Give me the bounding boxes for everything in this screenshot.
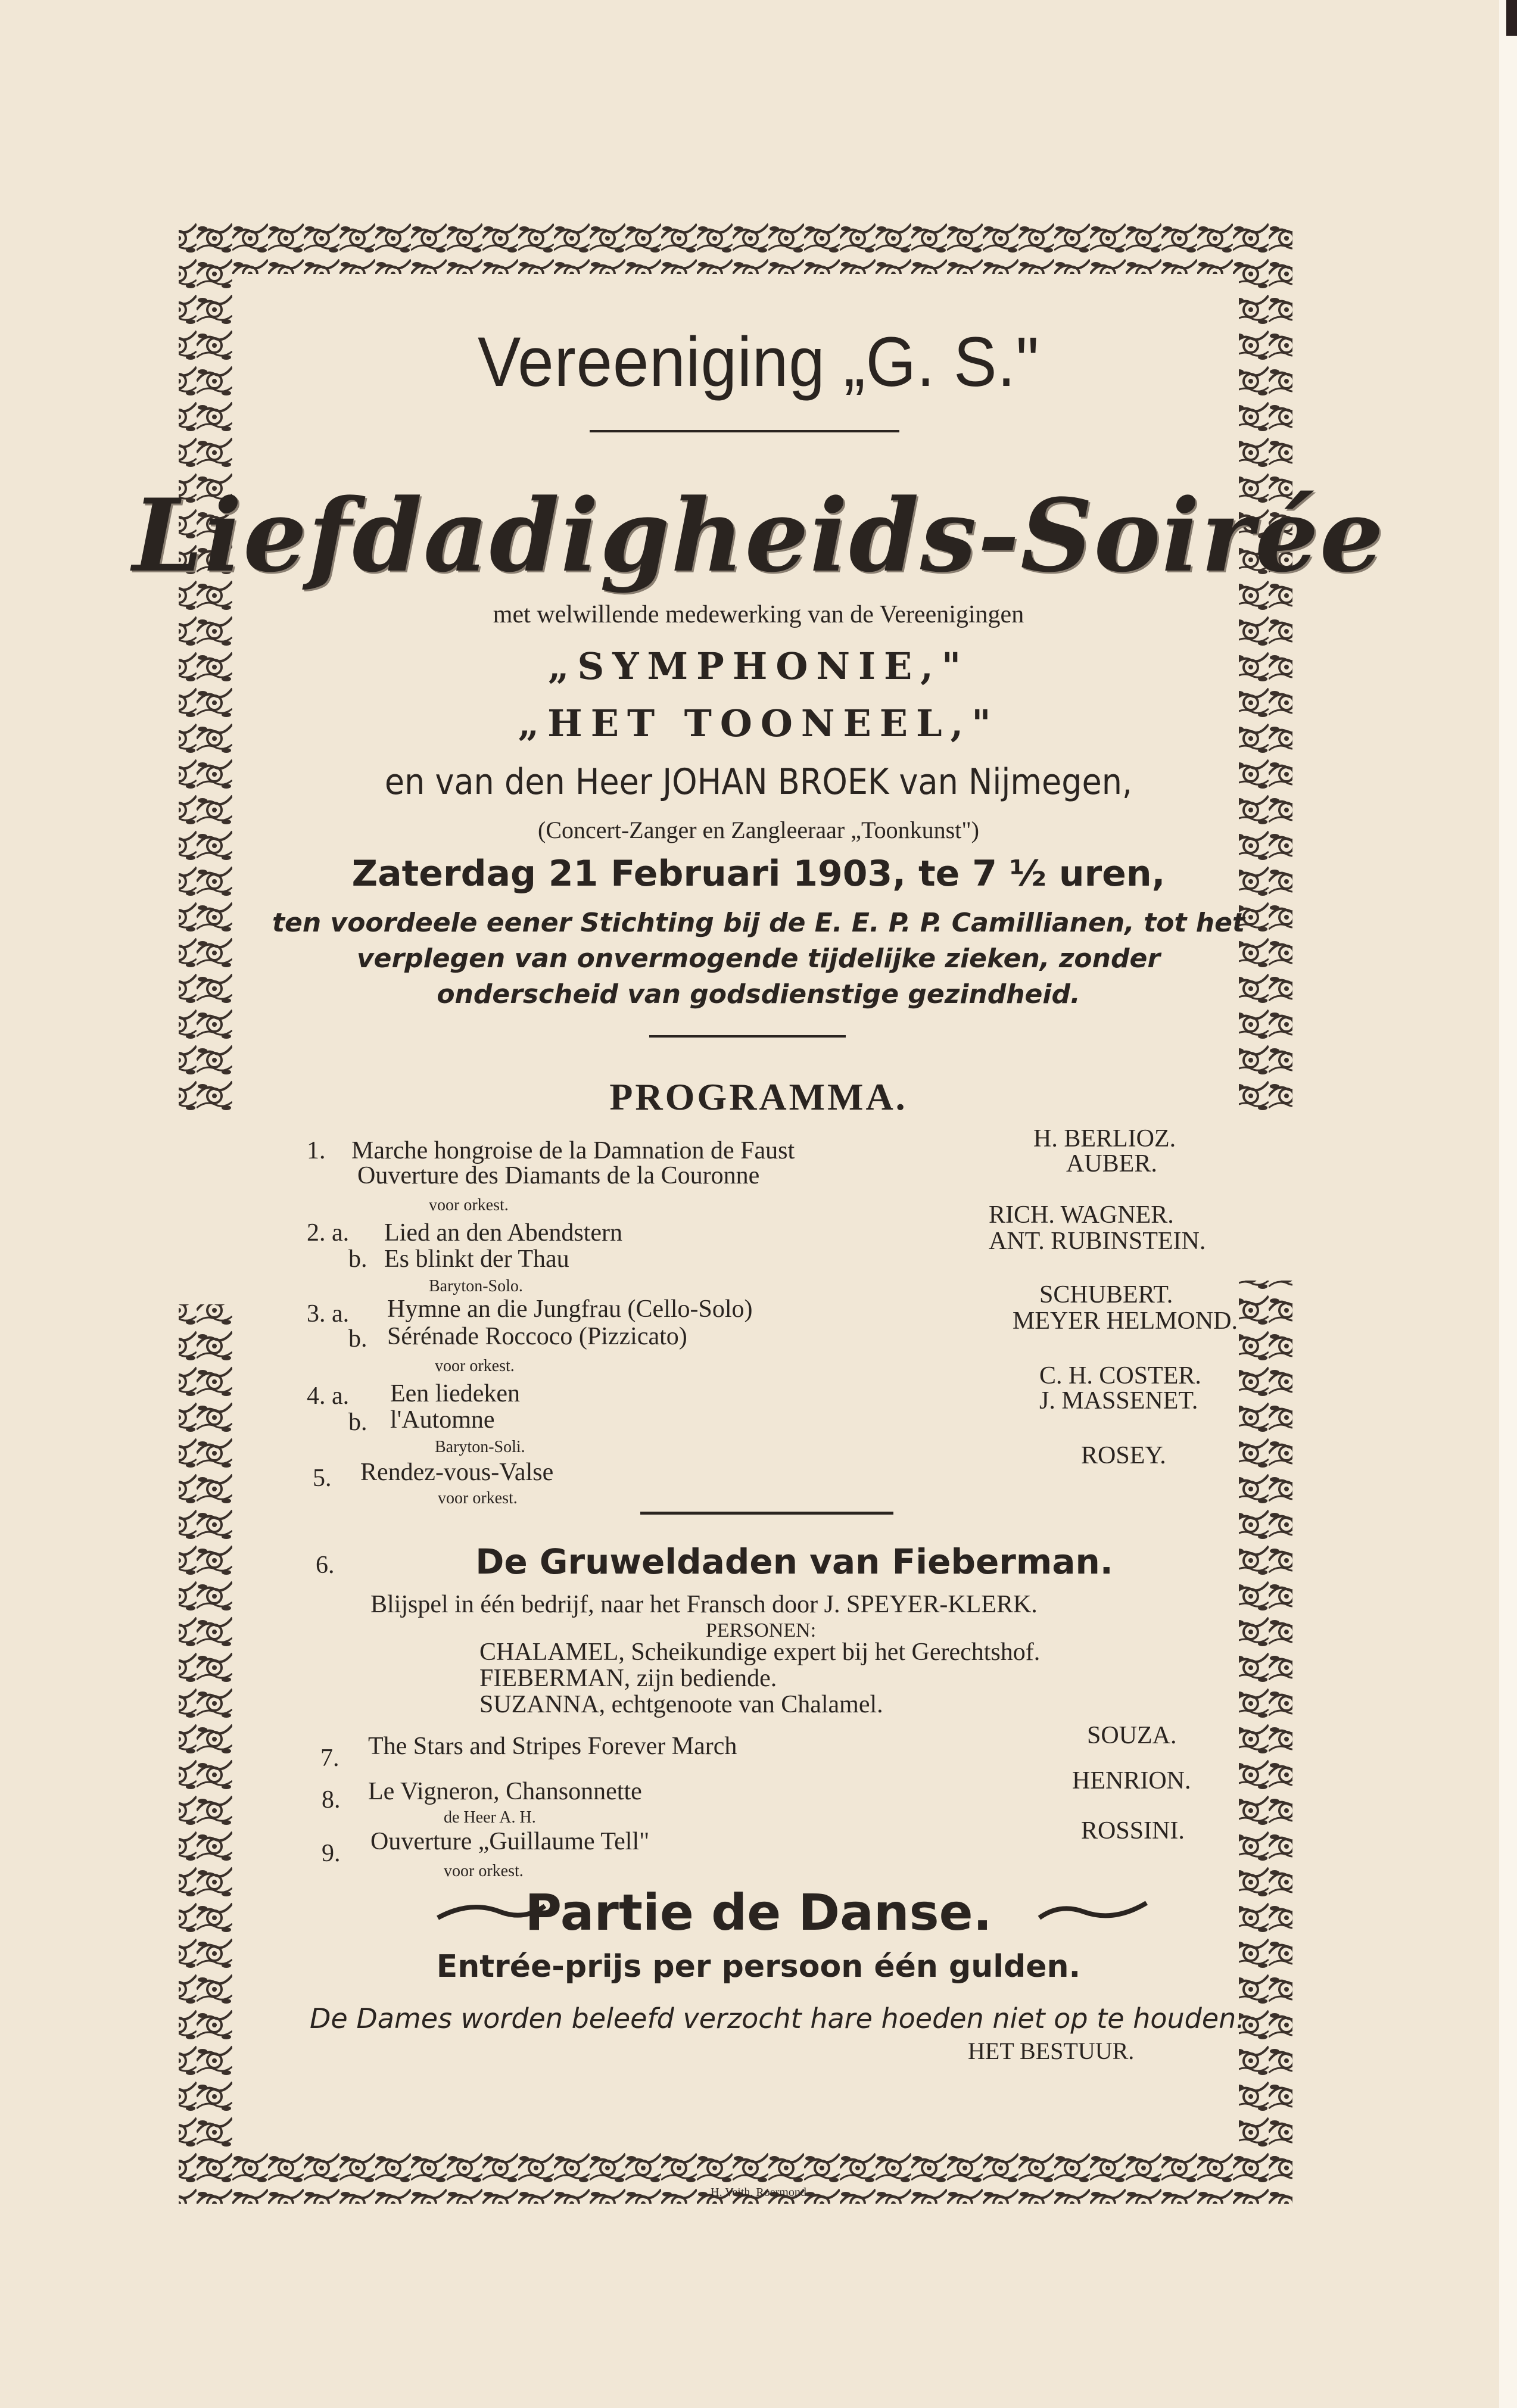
- guest-line: en van den Heer JOHAN BROEK van Nijmegen,: [384, 761, 1133, 803]
- item-7-line1: The Stars and Stripes Forever March: [368, 1733, 737, 1760]
- association-symphonie: „SYMPHONIE,": [547, 644, 970, 688]
- item-4-line2: l'Automne: [390, 1406, 495, 1434]
- item-2-line2: Es blinkt der Thau: [384, 1245, 569, 1273]
- item-4-sub: b.: [348, 1409, 367, 1436]
- item-3-composer-2: MEYER HELMOND.: [1013, 1307, 1238, 1335]
- scan-corner: [1506, 0, 1517, 36]
- item-4-note: Baryton-Soli.: [435, 1438, 525, 1456]
- purpose-text: [0, 905, 1517, 1013]
- item-6-role-3: SUZANNA, echtgenoote van Chalamel.: [479, 1691, 883, 1718]
- divider-programma: [640, 1512, 893, 1515]
- item-2-num: 2. a.: [307, 1219, 350, 1247]
- item-1-num: 1.: [307, 1137, 326, 1164]
- printer-credit: H. Veith, Roermond: [711, 2186, 806, 2199]
- item-1-line2: Ouverture des Diamants de la Couronne: [357, 1162, 760, 1189]
- item-7-composer: SOUZA.: [1087, 1722, 1177, 1749]
- event-title: Liefdadigheids-Soirée: [132, 476, 1385, 594]
- purpose-line-2: verplegen van onvermogende tijdelijke zieken, zonder: [356, 943, 1161, 974]
- item-6-role-2: FIEBERMAN, zijn bediende.: [479, 1665, 777, 1692]
- item-8-line1: Le Vigneron, Chansonnette: [368, 1778, 642, 1805]
- item-9-note: voor orkest.: [444, 1862, 524, 1880]
- item-4-num: 4. a.: [307, 1382, 350, 1410]
- entrance-fee: Entrée-prijs per persoon één gulden.: [436, 1949, 1081, 1985]
- association-tooneel: „HET TOONEEL,": [518, 702, 999, 745]
- item-2-line1: Lied an den Abendstern: [384, 1219, 623, 1247]
- programma-heading: PROGRAMMA.: [609, 1076, 908, 1118]
- item-2-sub: b.: [348, 1245, 367, 1273]
- item-3-sub: b.: [348, 1325, 367, 1353]
- item-6-desc: Blijspel in één bedrijf, naar het Fransch door J. SPEYER-KLERK.: [370, 1591, 1038, 1618]
- item-6-num: 6.: [316, 1552, 335, 1579]
- item-1-line1: Marche hongroise de la Damnation de Faust: [351, 1137, 795, 1164]
- item-5-note: voor orkest.: [438, 1489, 518, 1507]
- paper-edge: [1499, 0, 1517, 2408]
- event-date: Zaterdag 21 Februari 1903, te 7 ½ uren,: [351, 853, 1166, 895]
- item-1-composer-1: H. BERLIOZ.: [1033, 1125, 1176, 1152]
- purpose-line-3: onderscheid van godsdienstige gezindheid.: [437, 979, 1080, 1010]
- item-6-title: De Gruweldaden van Fieberman.: [475, 1541, 1113, 1582]
- item-6-role-1: CHALAMEL, Scheikundige expert bij het Gerechtshof.: [479, 1638, 1041, 1666]
- guest-role: (Concert-Zanger en Zangleeraar „Toonkunst"): [538, 817, 979, 843]
- item-4-composer-2: J. MASSENET.: [1039, 1387, 1198, 1415]
- item-3-line1: Hymne an die Jungfrau (Cello-Solo): [387, 1295, 753, 1323]
- item-3-composer-1: SCHUBERT.: [1039, 1281, 1173, 1309]
- item-5-line1: Rendez-vous-Valse: [360, 1459, 554, 1486]
- item-9-composer: ROSSINI.: [1081, 1817, 1185, 1845]
- item-6-personen: PERSONEN:: [706, 1619, 817, 1641]
- item-3-line2: Sérénade Roccoco (Pizzicato): [387, 1323, 687, 1350]
- item-2-composer-1: RICH. WAGNER.: [989, 1201, 1174, 1229]
- item-5-composer: ROSEY.: [1081, 1442, 1166, 1469]
- item-2-composer-2: ANT. RUBINSTEIN.: [989, 1228, 1206, 1255]
- item-4-composer-1: C. H. COSTER.: [1039, 1362, 1201, 1390]
- item-4-line1: Een liedeken: [390, 1380, 521, 1407]
- ladies-notice: De Dames worden beleefd verzocht hare hoeden niet op te houden.: [310, 2002, 1245, 2035]
- purpose-line-1: ten voordeele eener Stichting bij de E. E. P. P. Camillianen, tot het: [272, 908, 1245, 938]
- divider-middle: [649, 1035, 846, 1038]
- item-9-num: 9.: [322, 1840, 341, 1867]
- cooperation-line: met welwillende medewerking van de Vereenigingen: [493, 601, 1024, 628]
- item-7-num: 7.: [320, 1745, 339, 1772]
- org-title: Vereeniging „G. S.": [477, 323, 1040, 401]
- divider-top: [590, 430, 899, 432]
- item-1-composer-2: AUBER.: [1066, 1150, 1157, 1177]
- item-5-num: 5.: [313, 1465, 332, 1492]
- board-signature: HET BESTUUR.: [968, 2038, 1135, 2064]
- swash-right: [1036, 1894, 1150, 1930]
- item-8-note: de Heer A. H.: [444, 1808, 536, 1827]
- item-3-num: 3. a.: [307, 1300, 350, 1328]
- item-8-composer: HENRION.: [1072, 1767, 1191, 1795]
- item-9-line1: Ouverture „Guillaume Tell": [370, 1828, 650, 1855]
- item-2-note: Baryton-Solo.: [429, 1277, 523, 1295]
- item-3-note: voor orkest.: [435, 1357, 515, 1375]
- item-8-num: 8.: [322, 1786, 341, 1814]
- dance-heading: Partie de Danse.: [525, 1883, 992, 1942]
- item-1-note: voor orkest.: [429, 1196, 509, 1214]
